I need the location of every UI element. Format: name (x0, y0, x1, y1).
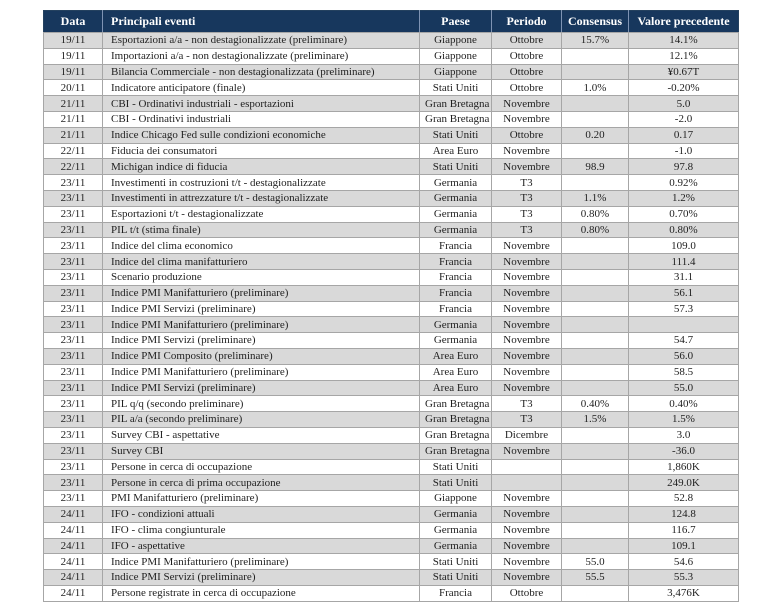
cell-period: Novembre (492, 111, 562, 127)
cell-consensus (562, 475, 629, 491)
cell-previous-value: 3,476K (629, 585, 739, 601)
cell-event: Michigan indice di fiducia (103, 159, 420, 175)
cell-date: 23/11 (44, 222, 103, 238)
cell-country: Gran Bretagna (420, 96, 492, 112)
cell-event: Persone in cerca di prima occupazione (103, 475, 420, 491)
cell-country: Francia (420, 269, 492, 285)
cell-period: T3 (492, 412, 562, 428)
cell-country: Giappone (420, 491, 492, 507)
table-row (44, 190, 739, 206)
column-header-consensus: Consensus (562, 11, 629, 33)
economic-calendar (43, 10, 738, 602)
table-row (44, 127, 739, 143)
cell-country: Giappone (420, 48, 492, 64)
cell-previous-value: 109.0 (629, 238, 739, 254)
cell-country: Gran Bretagna (420, 443, 492, 459)
cell-event: Indice PMI Manifatturiero (preliminare) (103, 285, 420, 301)
cell-event: PIL a/a (secondo preliminare) (103, 412, 420, 428)
cell-country: Stati Uniti (420, 80, 492, 96)
cell-date: 22/11 (44, 143, 103, 159)
cell-country: Francia (420, 585, 492, 601)
cell-event: Indice del clima manifatturiero (103, 254, 420, 270)
cell-country: Germania (420, 222, 492, 238)
cell-consensus (562, 348, 629, 364)
cell-previous-value: 0.80% (629, 222, 739, 238)
column-header-period: Periodo (492, 11, 562, 33)
cell-event: IFO - clima congiunturale (103, 522, 420, 538)
cell-event: Importazioni a/a - non destagionalizzate (preliminare) (103, 48, 420, 64)
cell-country: Stati Uniti (420, 127, 492, 143)
cell-country: Francia (420, 301, 492, 317)
cell-period: Ottobre (492, 585, 562, 601)
cell-date: 24/11 (44, 585, 103, 601)
table-row (44, 475, 739, 491)
cell-event: Persone registrate in cerca di occupazione (103, 585, 420, 601)
cell-period: Novembre (492, 506, 562, 522)
cell-event: Indice PMI Servizi (preliminare) (103, 380, 420, 396)
cell-previous-value: 0.70% (629, 206, 739, 222)
cell-date: 23/11 (44, 427, 103, 443)
table-row (44, 159, 739, 175)
economic-calendar-table (43, 10, 739, 602)
cell-event: PIL q/q (secondo preliminare) (103, 396, 420, 412)
cell-event: CBI - Ordinativi industriali (103, 111, 420, 127)
cell-event: Esportazioni a/a - non destagionalizzate (preliminare) (103, 33, 420, 49)
cell-consensus (562, 143, 629, 159)
cell-previous-value: 109.1 (629, 538, 739, 554)
cell-period: Ottobre (492, 64, 562, 80)
cell-previous-value: 14.1% (629, 33, 739, 49)
cell-consensus: 0.20 (562, 127, 629, 143)
cell-consensus (562, 111, 629, 127)
cell-event: Indice PMI Manifatturiero (preliminare) (103, 317, 420, 333)
cell-event: IFO - condizioni attuali (103, 506, 420, 522)
cell-consensus (562, 64, 629, 80)
cell-period (492, 459, 562, 475)
table-header (44, 11, 739, 33)
table-row (44, 175, 739, 191)
cell-consensus (562, 427, 629, 443)
table-row (44, 427, 739, 443)
cell-country: Gran Bretagna (420, 427, 492, 443)
cell-consensus: 0.80% (562, 222, 629, 238)
cell-event: PMI Manifatturiero (preliminare) (103, 491, 420, 507)
cell-event: Indicatore anticipatore (finale) (103, 80, 420, 96)
table-row (44, 538, 739, 554)
cell-country: Germania (420, 506, 492, 522)
cell-consensus: 1.1% (562, 190, 629, 206)
cell-previous-value: 58.5 (629, 364, 739, 380)
cell-event: IFO - aspettative (103, 538, 420, 554)
column-header-country: Paese (420, 11, 492, 33)
cell-date: 23/11 (44, 206, 103, 222)
cell-country: Francia (420, 254, 492, 270)
cell-consensus (562, 491, 629, 507)
cell-date: 21/11 (44, 111, 103, 127)
cell-consensus (562, 285, 629, 301)
cell-date: 24/11 (44, 554, 103, 570)
table-row (44, 522, 739, 538)
cell-date: 23/11 (44, 380, 103, 396)
cell-previous-value: 55.0 (629, 380, 739, 396)
cell-period: Novembre (492, 143, 562, 159)
cell-date: 23/11 (44, 269, 103, 285)
cell-previous-value: -36.0 (629, 443, 739, 459)
header-row (44, 11, 739, 33)
column-header-previous-value: Valore precedente (629, 11, 739, 33)
cell-period (492, 475, 562, 491)
cell-date: 23/11 (44, 459, 103, 475)
cell-consensus (562, 333, 629, 349)
table-body (44, 33, 739, 602)
cell-consensus (562, 254, 629, 270)
table-row (44, 269, 739, 285)
table-row (44, 254, 739, 270)
cell-event: Survey CBI (103, 443, 420, 459)
cell-previous-value: 56.0 (629, 348, 739, 364)
table-row (44, 396, 739, 412)
cell-date: 23/11 (44, 364, 103, 380)
cell-date: 19/11 (44, 33, 103, 49)
cell-period: Novembre (492, 364, 562, 380)
table-row (44, 443, 739, 459)
cell-period: Novembre (492, 301, 562, 317)
cell-event: Scenario produzione (103, 269, 420, 285)
cell-period: Novembre (492, 269, 562, 285)
cell-event: Indice PMI Servizi (preliminare) (103, 570, 420, 586)
cell-country: Gran Bretagna (420, 396, 492, 412)
cell-country: Area Euro (420, 364, 492, 380)
cell-period: Novembre (492, 285, 562, 301)
cell-date: 22/11 (44, 159, 103, 175)
cell-event: Indice PMI Composito (preliminare) (103, 348, 420, 364)
cell-country: Germania (420, 175, 492, 191)
cell-period: Dicembre (492, 427, 562, 443)
cell-previous-value: 0.92% (629, 175, 739, 191)
cell-event: Bilancia Commerciale - non destagionalizzata (preliminare) (103, 64, 420, 80)
cell-event: Indice del clima economico (103, 238, 420, 254)
cell-period: Novembre (492, 538, 562, 554)
cell-date: 23/11 (44, 412, 103, 428)
cell-date: 21/11 (44, 96, 103, 112)
cell-date: 23/11 (44, 348, 103, 364)
cell-consensus (562, 364, 629, 380)
cell-consensus (562, 48, 629, 64)
cell-consensus (562, 380, 629, 396)
cell-previous-value: 54.7 (629, 333, 739, 349)
cell-period: Novembre (492, 380, 562, 396)
cell-country: Area Euro (420, 143, 492, 159)
cell-period: Ottobre (492, 80, 562, 96)
cell-consensus: 0.80% (562, 206, 629, 222)
cell-period: T3 (492, 190, 562, 206)
cell-consensus (562, 96, 629, 112)
cell-country: Stati Uniti (420, 570, 492, 586)
cell-event: PIL t/t (stima finale) (103, 222, 420, 238)
cell-consensus (562, 317, 629, 333)
cell-period: Novembre (492, 570, 562, 586)
cell-previous-value (629, 317, 739, 333)
cell-previous-value: 111.4 (629, 254, 739, 270)
cell-period: Novembre (492, 254, 562, 270)
table-row (44, 380, 739, 396)
cell-event: CBI - Ordinativi industriali - esportazioni (103, 96, 420, 112)
cell-country: Gran Bretagna (420, 111, 492, 127)
cell-date: 24/11 (44, 570, 103, 586)
cell-previous-value: 12.1% (629, 48, 739, 64)
cell-date: 23/11 (44, 190, 103, 206)
table-row (44, 301, 739, 317)
cell-period: T3 (492, 206, 562, 222)
table-row (44, 333, 739, 349)
cell-consensus (562, 538, 629, 554)
cell-previous-value: 116.7 (629, 522, 739, 538)
cell-previous-value: 57.3 (629, 301, 739, 317)
table-row (44, 364, 739, 380)
cell-period: Ottobre (492, 127, 562, 143)
cell-previous-value: -0.20% (629, 80, 739, 96)
cell-consensus: 0.40% (562, 396, 629, 412)
table-row (44, 506, 739, 522)
table-row (44, 317, 739, 333)
cell-country: Germania (420, 190, 492, 206)
cell-consensus (562, 175, 629, 191)
cell-consensus (562, 443, 629, 459)
cell-consensus: 1.0% (562, 80, 629, 96)
cell-country: Area Euro (420, 348, 492, 364)
cell-date: 23/11 (44, 301, 103, 317)
cell-country: Stati Uniti (420, 159, 492, 175)
cell-consensus (562, 301, 629, 317)
cell-event: Indice Chicago Fed sulle condizioni economiche (103, 127, 420, 143)
cell-period: Ottobre (492, 48, 562, 64)
table-row (44, 459, 739, 475)
column-header-date: Data (44, 11, 103, 33)
cell-date: 23/11 (44, 175, 103, 191)
cell-date: 20/11 (44, 80, 103, 96)
cell-event: Fiducia dei consumatori (103, 143, 420, 159)
cell-date: 23/11 (44, 317, 103, 333)
cell-period: T3 (492, 222, 562, 238)
table-row (44, 33, 739, 49)
column-header-event: Principali eventi (103, 11, 420, 33)
cell-consensus (562, 506, 629, 522)
cell-date: 24/11 (44, 506, 103, 522)
cell-period: T3 (492, 396, 562, 412)
cell-consensus: 1.5% (562, 412, 629, 428)
cell-date: 21/11 (44, 127, 103, 143)
cell-date: 23/11 (44, 238, 103, 254)
cell-period: Novembre (492, 554, 562, 570)
cell-consensus: 55.0 (562, 554, 629, 570)
cell-country: Giappone (420, 33, 492, 49)
cell-previous-value: 0.17 (629, 127, 739, 143)
cell-previous-value: -1.0 (629, 143, 739, 159)
cell-previous-value: 54.6 (629, 554, 739, 570)
cell-period: Novembre (492, 348, 562, 364)
cell-date: 19/11 (44, 48, 103, 64)
table-row (44, 585, 739, 601)
cell-country: Germania (420, 206, 492, 222)
cell-period: T3 (492, 175, 562, 191)
table-row (44, 111, 739, 127)
cell-date: 23/11 (44, 396, 103, 412)
cell-consensus (562, 238, 629, 254)
cell-period: Novembre (492, 443, 562, 459)
cell-previous-value: 55.3 (629, 570, 739, 586)
table-row (44, 238, 739, 254)
cell-event: Indice PMI Servizi (preliminare) (103, 301, 420, 317)
cell-country: Stati Uniti (420, 459, 492, 475)
table-row (44, 80, 739, 96)
cell-period: Novembre (492, 238, 562, 254)
cell-previous-value: 31.1 (629, 269, 739, 285)
table-row (44, 285, 739, 301)
cell-event: Indice PMI Servizi (preliminare) (103, 333, 420, 349)
cell-consensus: 15.7% (562, 33, 629, 49)
cell-previous-value: 52.8 (629, 491, 739, 507)
cell-country: Giappone (420, 64, 492, 80)
cell-country: Gran Bretagna (420, 412, 492, 428)
cell-previous-value: 1.5% (629, 412, 739, 428)
cell-previous-value: 0.40% (629, 396, 739, 412)
cell-country: Stati Uniti (420, 554, 492, 570)
cell-date: 23/11 (44, 443, 103, 459)
cell-date: 23/11 (44, 254, 103, 270)
cell-country: Germania (420, 522, 492, 538)
table-row (44, 554, 739, 570)
cell-period: Novembre (492, 96, 562, 112)
table-row (44, 570, 739, 586)
cell-consensus: 55.5 (562, 570, 629, 586)
cell-previous-value: 3.0 (629, 427, 739, 443)
cell-country: Francia (420, 285, 492, 301)
cell-previous-value: 5.0 (629, 96, 739, 112)
cell-period: Novembre (492, 522, 562, 538)
cell-event: Indice PMI Manifatturiero (preliminare) (103, 554, 420, 570)
cell-date: 24/11 (44, 522, 103, 538)
cell-date: 23/11 (44, 285, 103, 301)
cell-date: 23/11 (44, 491, 103, 507)
cell-country: Area Euro (420, 380, 492, 396)
cell-previous-value: 97.8 (629, 159, 739, 175)
cell-event: Persone in cerca di occupazione (103, 459, 420, 475)
cell-date: 24/11 (44, 538, 103, 554)
cell-country: Stati Uniti (420, 475, 492, 491)
cell-country: Germania (420, 333, 492, 349)
cell-previous-value: -2.0 (629, 111, 739, 127)
cell-period: Novembre (492, 159, 562, 175)
table-row (44, 64, 739, 80)
cell-consensus (562, 585, 629, 601)
cell-consensus: 98.9 (562, 159, 629, 175)
table-row (44, 222, 739, 238)
cell-event: Survey CBI - aspettative (103, 427, 420, 443)
table-row (44, 206, 739, 222)
cell-country: Francia (420, 238, 492, 254)
cell-consensus (562, 269, 629, 285)
cell-previous-value: 1,860K (629, 459, 739, 475)
cell-previous-value: 249.0K (629, 475, 739, 491)
cell-country: Germania (420, 317, 492, 333)
cell-event: Investimenti in attrezzature t/t - destagionalizzate (103, 190, 420, 206)
cell-previous-value: ¥0.67T (629, 64, 739, 80)
cell-previous-value: 56.1 (629, 285, 739, 301)
table-row (44, 412, 739, 428)
table-row (44, 491, 739, 507)
table-row (44, 48, 739, 64)
cell-event: Investimenti in costruzioni t/t - destagionalizzate (103, 175, 420, 191)
cell-date: 23/11 (44, 333, 103, 349)
cell-country: Germania (420, 538, 492, 554)
cell-consensus (562, 522, 629, 538)
cell-period: Novembre (492, 333, 562, 349)
cell-event: Esportazioni t/t - destagionalizzate (103, 206, 420, 222)
table-row (44, 348, 739, 364)
cell-period: Novembre (492, 317, 562, 333)
cell-consensus (562, 459, 629, 475)
cell-date: 19/11 (44, 64, 103, 80)
cell-date: 23/11 (44, 475, 103, 491)
table-row (44, 143, 739, 159)
table-row (44, 96, 739, 112)
cell-period: Novembre (492, 491, 562, 507)
cell-previous-value: 124.8 (629, 506, 739, 522)
cell-event: Indice PMI Manifatturiero (preliminare) (103, 364, 420, 380)
cell-period: Ottobre (492, 33, 562, 49)
cell-previous-value: 1.2% (629, 190, 739, 206)
